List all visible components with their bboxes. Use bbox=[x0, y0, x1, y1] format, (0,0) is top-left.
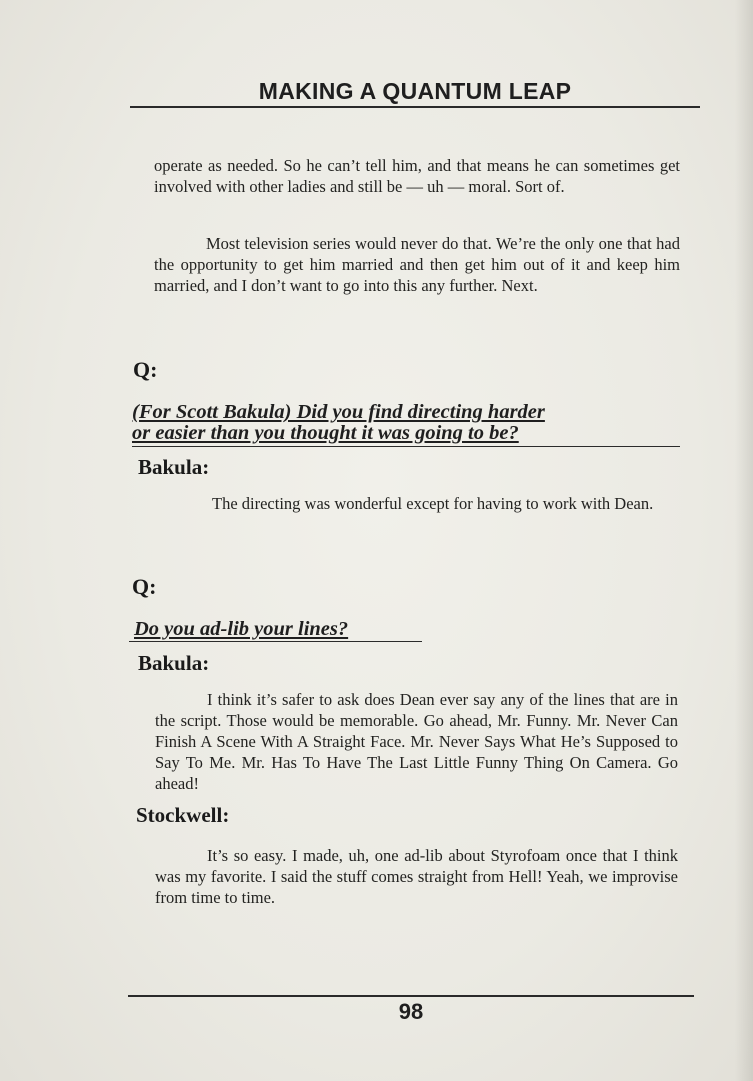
body-paragraph-2: Most television series would never do that. We’re the only one that had the opportunity to get him married and then get him out of it and keep him married, and I don’t want to go into this any further. Next. bbox=[154, 234, 680, 295]
speaker-label: Bakula: bbox=[138, 455, 210, 479]
question-text bbox=[134, 619, 348, 640]
answer-paragraph: I think it’s safer to ask does Dean ever say any of the lines that are in the script. Those would be memorable. Go ahead, Mr. Funny. Mr. Never Can Finish A Scene With A Straight Face. Mr. Never Says What He’s Supposed to Say To Me. Mr. Has To Have The Last Little Funny Thing On Camera. Go ahead! bbox=[155, 690, 678, 793]
question-line: Do you ad-lib your lines? bbox=[134, 618, 349, 640]
running-header: MAKING A QUANTUM LEAP bbox=[258, 78, 572, 104]
question-label: Q: bbox=[133, 357, 158, 382]
question-label: Q: bbox=[132, 574, 157, 599]
question-line: or easier than you thought it was going to be? bbox=[132, 422, 519, 444]
page-edge-shadow bbox=[735, 0, 753, 1081]
speaker-label: Stockwell: bbox=[136, 803, 230, 827]
header-rule bbox=[130, 106, 700, 108]
question-rule bbox=[129, 641, 422, 642]
answer-paragraph: It’s so easy. I made, uh, one ad-lib about Styrofoam once that I think was my favorite. I said the stuff comes straight from Hell! Yeah, we improvise from time to time. bbox=[155, 846, 678, 907]
footer-rule bbox=[128, 995, 694, 997]
question-rule bbox=[132, 446, 680, 447]
answer-paragraph: The directing was wonderful except for having to work with Dean. bbox=[212, 494, 654, 513]
page-number: 98 bbox=[398, 999, 424, 1024]
body-paragraph-1: operate as needed. So he can’t tell him, and that means he can sometimes get involved with other ladies and still be — uh — moral. Sort of. bbox=[154, 156, 680, 196]
speaker-label: Bakula: bbox=[138, 651, 210, 675]
question-text bbox=[132, 402, 545, 444]
question-line: (For Scott Bakula) Did you find directing harder bbox=[132, 401, 545, 423]
